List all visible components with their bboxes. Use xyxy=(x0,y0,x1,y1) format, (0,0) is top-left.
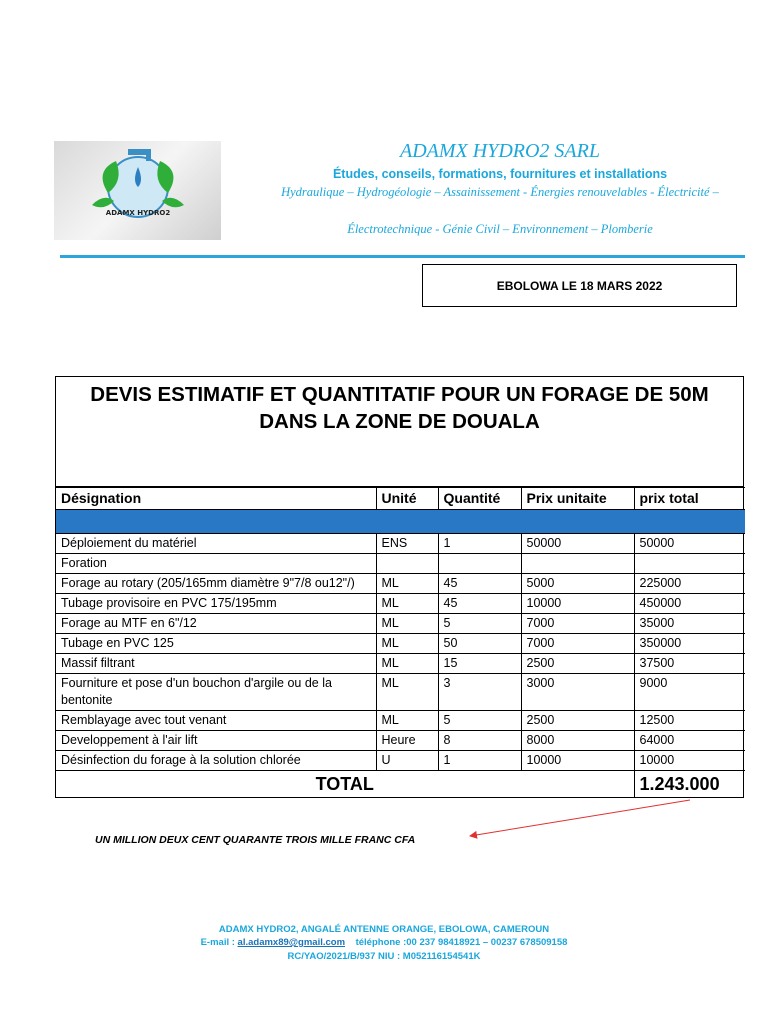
cell-quantite: 5 xyxy=(438,614,521,634)
cell-quantite xyxy=(438,554,521,574)
cell-prix-unitaire: 10000 xyxy=(521,751,634,771)
footer-phone: téléphone :00 237 98418921 – 00237 678509158 xyxy=(355,937,568,948)
cell-prix-total: 225000 xyxy=(634,574,745,594)
column-header-prix-unitaire: Prix unitaite xyxy=(521,488,634,510)
total-value: 1.243.000 xyxy=(634,771,745,798)
footer-contact xyxy=(60,936,708,949)
cell-designation: Fourniture et pose d'un bouchon d'argile ou de la bentonite xyxy=(56,674,376,711)
cell-prix-total: 12500 xyxy=(634,711,745,731)
devis-title-line-1: DEVIS ESTIMATIF ET QUANTITATIF POUR UN FORAGE DE 50M xyxy=(90,383,709,406)
cell-designation: Forage au MTF en 6"/12 xyxy=(56,614,376,634)
cell-designation: Déploiement du matériel xyxy=(56,534,376,554)
date-text: EBOLOWA LE 18 MARS 2022 xyxy=(496,278,663,293)
cell-unite: ML xyxy=(376,711,438,731)
table-row xyxy=(56,554,745,574)
company-logo xyxy=(54,141,221,240)
cell-designation: Foration xyxy=(56,554,376,574)
footer-email-label: E-mail : xyxy=(200,937,235,948)
company-name: ADAMX HYDRO2 SARL xyxy=(400,140,600,162)
cell-unite: Heure xyxy=(376,731,438,751)
table-row xyxy=(56,654,745,674)
devis-table-container xyxy=(55,376,744,798)
cell-quantite: 1 xyxy=(438,751,521,771)
cell-unite: ML xyxy=(376,614,438,634)
column-header-designation: Désignation xyxy=(56,488,376,510)
table-row xyxy=(56,594,745,614)
table-row xyxy=(56,711,745,731)
cell-prix-unitaire: 50000 xyxy=(521,534,634,554)
cell-unite: ENS xyxy=(376,534,438,554)
cell-prix-total: 35000 xyxy=(634,614,745,634)
table-row xyxy=(56,614,745,634)
logo-text: ADAMX HYDRO2 xyxy=(105,209,171,217)
cell-designation: Forage au rotary (205/165mm diamètre 9"7/8 ou12"/) xyxy=(56,574,376,594)
cell-quantite: 45 xyxy=(438,574,521,594)
cell-quantite: 1 xyxy=(438,534,521,554)
header-divider xyxy=(60,255,745,258)
cell-prix-total xyxy=(634,554,745,574)
cell-quantite: 45 xyxy=(438,594,521,614)
column-header-quantite: Quantité xyxy=(438,488,521,510)
cell-quantite: 50 xyxy=(438,634,521,654)
cell-prix-unitaire: 7000 xyxy=(521,614,634,634)
cell-unite: ML xyxy=(376,634,438,654)
cell-unite: ML xyxy=(376,654,438,674)
footer-registry: RC/YAO/2021/B/937 NIU : M052116154541K xyxy=(287,951,481,962)
table-row xyxy=(56,751,745,771)
cell-designation: Developpement à l'air lift xyxy=(56,731,376,751)
cell-designation: Tubage en PVC 125 xyxy=(56,634,376,654)
table-row xyxy=(56,574,745,594)
blue-band-row xyxy=(56,510,745,534)
cell-unite: ML xyxy=(376,674,438,711)
date-box xyxy=(422,264,737,307)
cell-prix-unitaire: 7000 xyxy=(521,634,634,654)
cell-designation: Désinfection du forage à la solution chlorée xyxy=(56,751,376,771)
cell-prix-unitaire: 8000 xyxy=(521,731,634,751)
cell-unite: ML xyxy=(376,594,438,614)
amount-in-words: UN MILLION DEUX CENT QUARANTE TROIS MILLE FRANC CFA xyxy=(95,834,416,846)
cell-designation: Tubage provisoire en PVC 175/195mm xyxy=(56,594,376,614)
devis-title xyxy=(56,377,743,487)
table-row xyxy=(56,731,745,751)
cell-prix-unitaire: 2500 xyxy=(521,654,634,674)
cell-prix-total: 64000 xyxy=(634,731,745,751)
table-header-row xyxy=(56,488,745,510)
cell-prix-total: 350000 xyxy=(634,634,745,654)
cell-prix-unitaire: 2500 xyxy=(521,711,634,731)
services-line-2: Électrotechnique - Génie Civil – Environnement – Plomberie xyxy=(347,222,653,236)
cell-prix-unitaire: 3000 xyxy=(521,674,634,711)
cell-unite xyxy=(376,554,438,574)
cell-prix-total: 450000 xyxy=(634,594,745,614)
table-body xyxy=(56,510,745,771)
blue-band-cell xyxy=(56,510,745,534)
cell-quantite: 3 xyxy=(438,674,521,711)
total-label: TOTAL xyxy=(56,771,634,798)
cell-unite: ML xyxy=(376,574,438,594)
cell-prix-unitaire: 5000 xyxy=(521,574,634,594)
cell-quantite: 15 xyxy=(438,654,521,674)
table-row xyxy=(56,634,745,654)
devis-title-line-2: DANS LA ZONE DE DOUALA xyxy=(259,410,540,433)
column-header-unite: Unité xyxy=(376,488,438,510)
cell-prix-total: 50000 xyxy=(634,534,745,554)
devis-table xyxy=(56,487,745,797)
footer-email-link[interactable]: al.adamx89@gmail.com xyxy=(237,937,346,948)
cell-prix-unitaire: 10000 xyxy=(521,594,634,614)
cell-prix-total: 10000 xyxy=(634,751,745,771)
table-row xyxy=(56,674,745,711)
cell-prix-total: 9000 xyxy=(634,674,745,711)
cell-prix-total: 37500 xyxy=(634,654,745,674)
cell-designation: Remblayage avec tout venant xyxy=(56,711,376,731)
total-row xyxy=(56,771,745,798)
company-tagline: Études, conseils, formations, fournitures et installations xyxy=(332,167,668,181)
table-row xyxy=(56,534,745,554)
services-line-1: Hydraulique – Hydrogéologie – Assainissement - Énergies renouvelables - Électricité – xyxy=(281,185,719,199)
column-header-prix-total: prix total xyxy=(634,488,745,510)
cell-quantite: 8 xyxy=(438,731,521,751)
cell-quantite: 5 xyxy=(438,711,521,731)
footer-address: ADAMX HYDRO2, ANGALÉ ANTENNE ORANGE, EBOLOWA, CAMEROUN xyxy=(218,924,550,935)
cell-prix-unitaire xyxy=(521,554,634,574)
cell-designation: Massif filtrant xyxy=(56,654,376,674)
logo-graphic xyxy=(54,141,221,240)
cell-unite: U xyxy=(376,751,438,771)
